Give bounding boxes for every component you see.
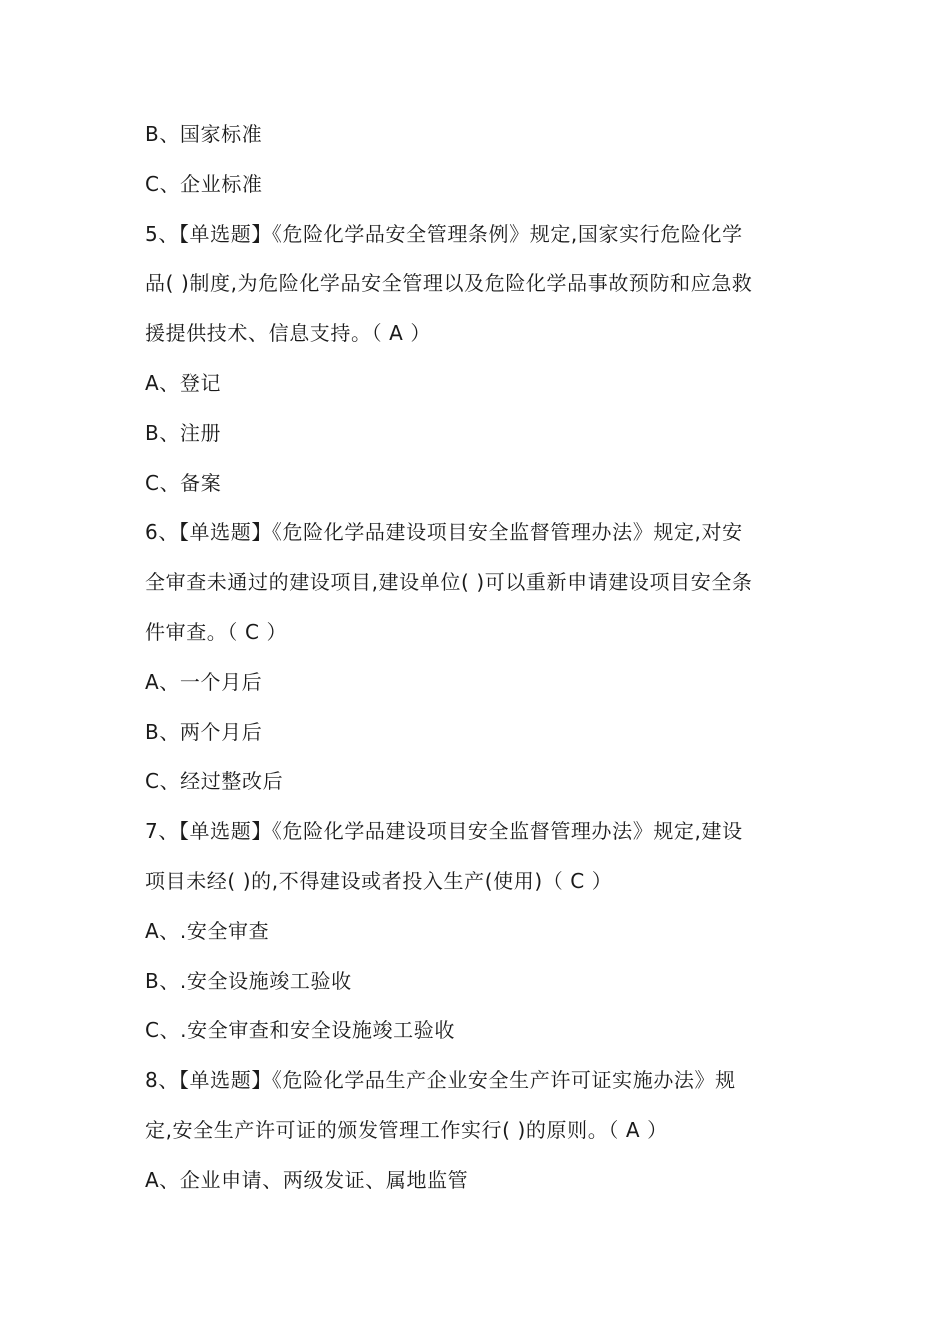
question-5-line-1: 5、【单选题】《危险化学品安全管理条例》规定,国家实行危险化学 — [145, 221, 743, 246]
option-a-q8: A、企业申请、两级发证、属地监管 — [145, 1167, 469, 1192]
option-c-q7: C、.安全审查和安全设施竣工验收 — [145, 1018, 455, 1043]
question-6-line-2: 全审查未通过的建设项目,建设单位( )可以重新申请建设项目安全条 — [145, 570, 753, 595]
option-c-q6: C、经过整改后 — [145, 769, 284, 794]
option-b-q7: B、.安全设施竣工验收 — [145, 968, 352, 993]
option-b-q5: B、注册 — [145, 420, 222, 445]
question-5-line-2: 品( )制度,为危险化学品安全管理以及危险化学品事故预防和应急救 — [145, 271, 753, 296]
option-a-q5: A、登记 — [145, 370, 222, 395]
question-7-line-1: 7、【单选题】《危险化学品建设项目安全监督管理办法》规定,建设 — [145, 819, 743, 844]
option-b-q4: B、国家标准 — [145, 122, 263, 146]
question-8-line-1: 8、【单选题】《危险化学品生产企业安全生产许可证实施办法》规 — [145, 1068, 736, 1093]
option-c-q4: C、企业标准 — [145, 171, 263, 196]
document-body — [145, 110, 815, 1206]
option-a-q6: A、一个月后 — [145, 669, 263, 694]
question-6-line-1: 6、【单选题】《危险化学品建设项目安全监督管理办法》规定,对安 — [145, 520, 743, 545]
question-5-line-3: 援提供技术、信息支持。（ A ） — [145, 321, 431, 346]
question-8-line-2: 定,安全生产许可证的颁发管理工作实行( )的原则。（ A ） — [145, 1117, 668, 1142]
question-7-line-2: 项目未经( )的,不得建设或者投入生产(使用)（ C ） — [145, 868, 613, 893]
option-c-q5: C、备案 — [145, 470, 222, 495]
option-a-q7: A、.安全审查 — [145, 918, 270, 943]
question-6-line-3: 件审查。（ C ） — [145, 619, 288, 644]
option-b-q6: B、两个月后 — [145, 719, 263, 744]
